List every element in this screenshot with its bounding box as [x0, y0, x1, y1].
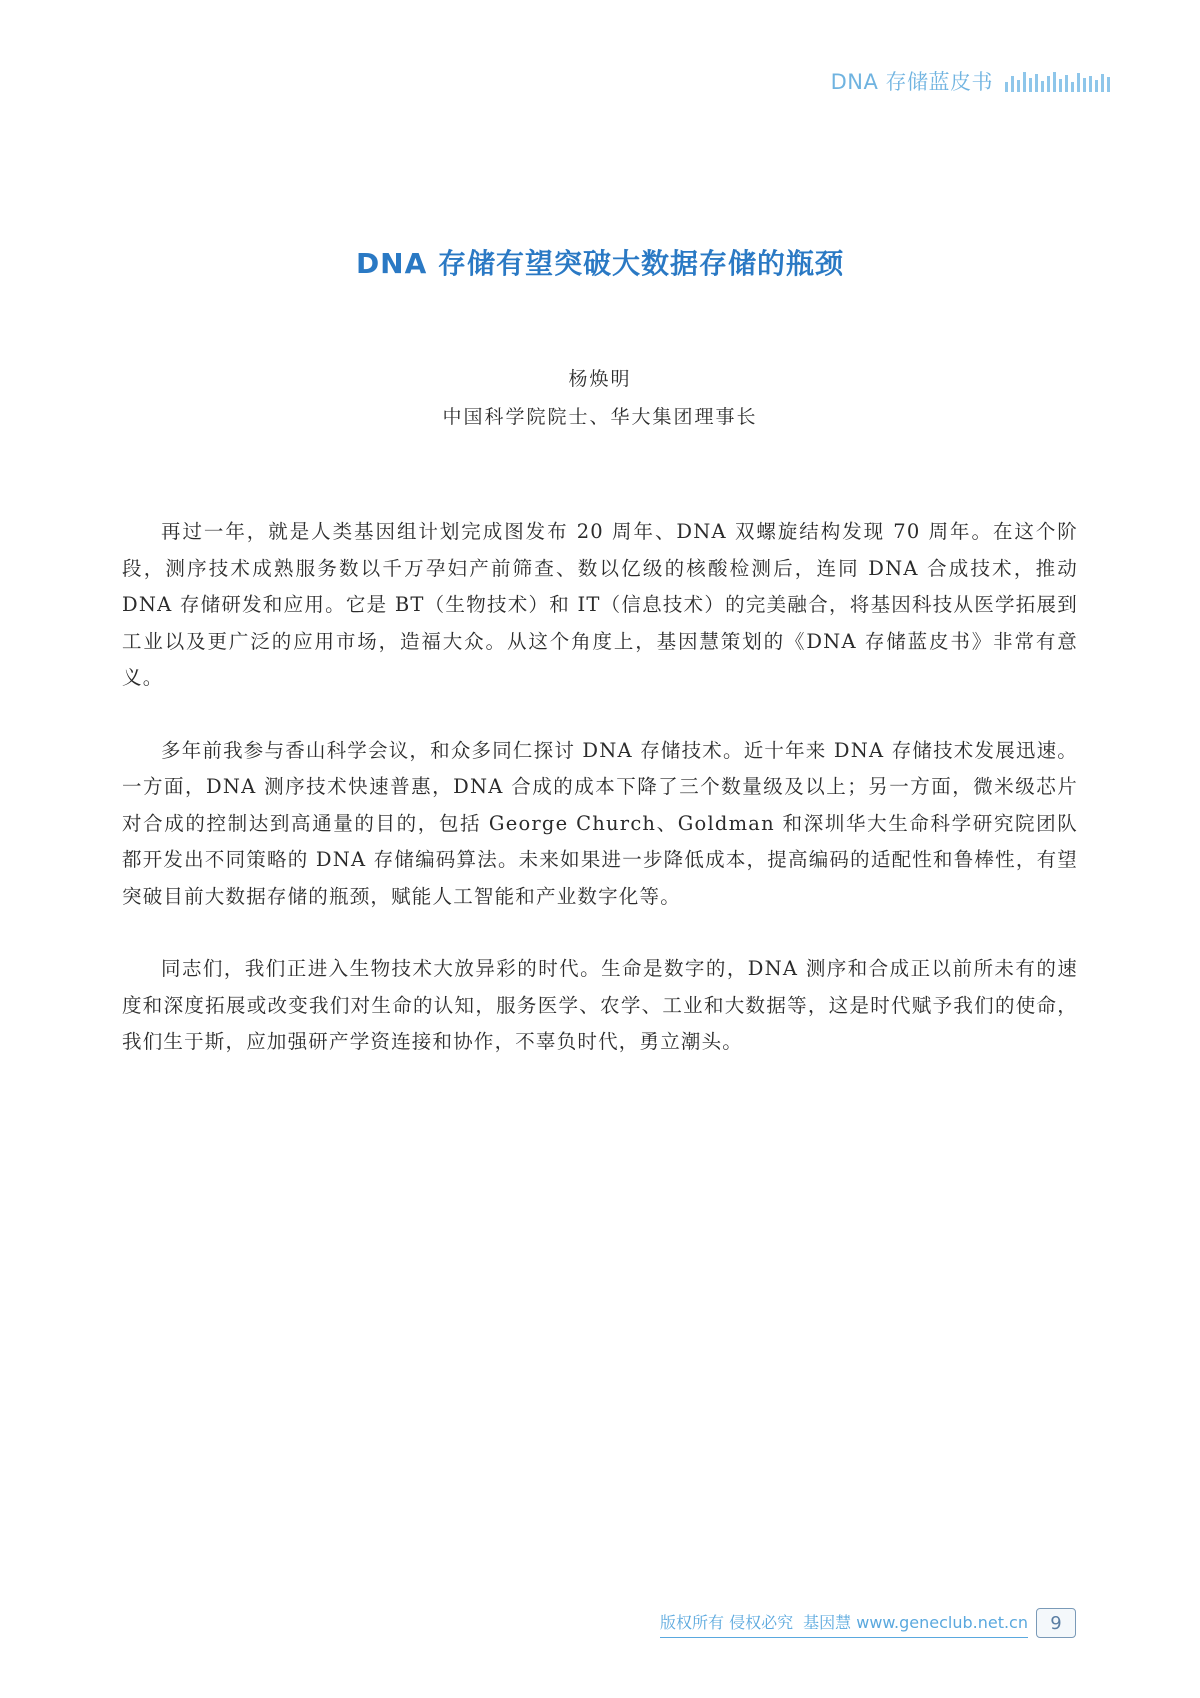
paragraph: 同志们，我们正进入生物技术大放异彩的时代。生命是数字的，DNA 测序和合成正以前所未有的速度和深度拓展或改变我们对生命的认知，服务医学、农学、工业和大数据等，这是时代赋予我们的使命，我们生于斯，应加强研产学资连接和协作，不辜负时代，勇立潮头。	[122, 957, 1078, 1053]
copyright-notice: 版权所有 侵权必究	[660, 1613, 794, 1632]
running-header	[831, 66, 1110, 96]
article-title: DNA 存储有望突破大数据存储的瓶颈	[355, 247, 845, 280]
page-number: 9	[1036, 1608, 1076, 1638]
author-affiliation: 中国科学院院士、华大集团理事长	[442, 406, 758, 428]
paragraph: 多年前我参与香山科学会议，和众多同仁探讨 DNA 存储技术。近十年来 DNA 存储技术发展迅速。一方面，DNA 测序技术快速普惠，DNA 合成的成本下降了三个数量级及以上；另一方面，微米级芯片对合成的控制达到高通量的目的，包括 George Church、Goldman 和深圳华大生命科学研究院团队都开发出不同策略的 DNA 存储编码算法。未来如果进一步降低成本，提高编码的适配性和鲁棒性，有望突破目前大数据存储的瓶颈，赋能人工智能和产业数字化等。	[122, 738, 1078, 908]
footer-brand-link[interactable]: 基因慧 www.geneclub.net.cn	[803, 1613, 1028, 1632]
article-body	[122, 514, 1078, 1097]
barcode-decoration-icon	[1005, 70, 1110, 92]
page-footer	[660, 1608, 1076, 1638]
author-name: 杨焕明	[568, 368, 632, 390]
footer-text	[660, 1610, 1028, 1638]
paragraph: 再过一年，就是人类基因组计划完成图发布 20 周年、DNA 双螺旋结构发现 70 周年。在这个阶段，测序技术成熟服务数以千万孕妇产前筛查、数以亿级的核酸检测后，连同 DNA 合成技术，推动 DNA 存储研发和应用。它是 BT（生物技术）和 IT（信息技术）的完美融合，将基因科技从医学拓展到工业以及更广泛的应用市场，造福大众。从这个角度上，基因慧策划的《DNA 存储蓝皮书》非常有意义。	[122, 520, 1078, 689]
header-title: DNA 存储蓝皮书	[830, 70, 993, 94]
